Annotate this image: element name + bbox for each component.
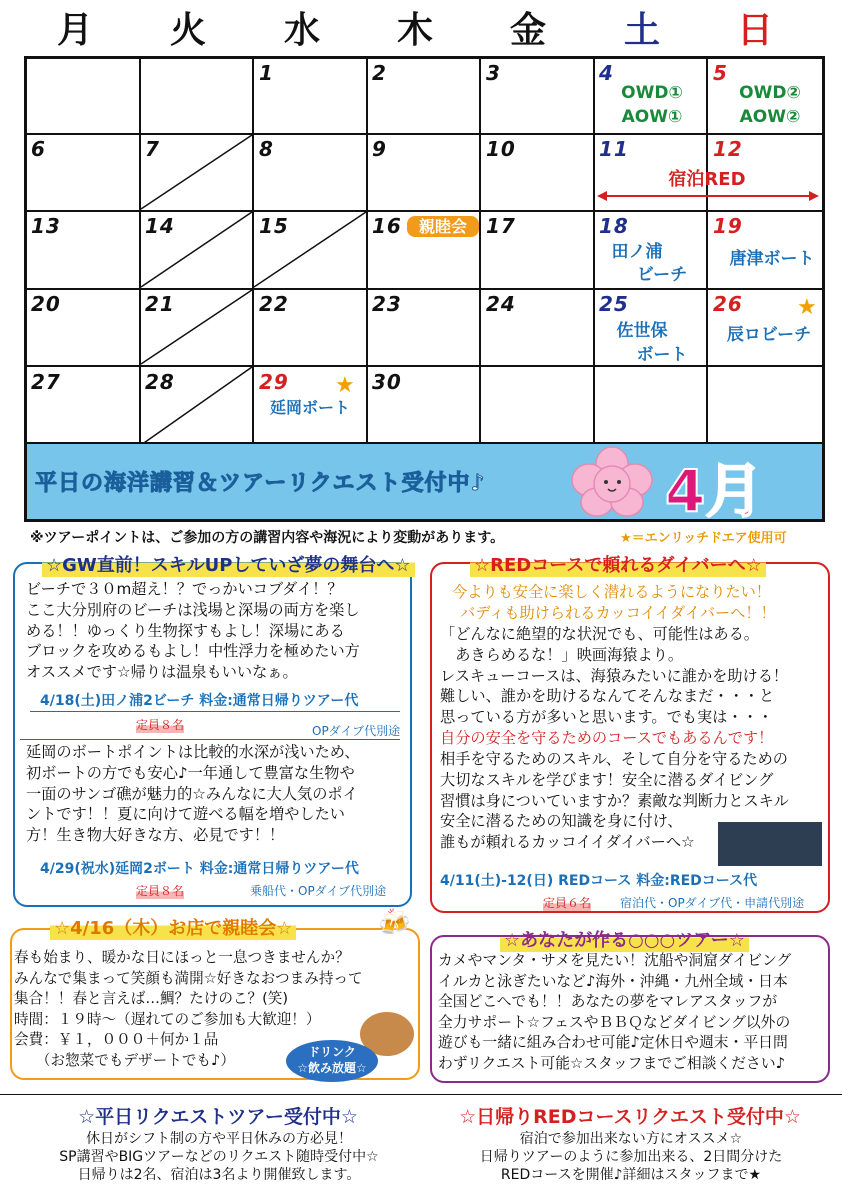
event-owd1: OWD① xyxy=(621,83,683,103)
gw-text-1: ビーチで３０m超え！？でっかいコブダイ！？ ここ大分別府のビーチは浅場と深場の両方を楽し める！！ゆっくり生物探すもよし！深場にある ブロックを攻めるもよし！中性浮力を極めたい方 オススメです☆帰りは温泉もいいなぁ。 xyxy=(26,580,360,682)
date-28: 28 xyxy=(145,370,175,394)
beer-icon: 🍻 xyxy=(378,908,411,938)
date-21: 21 xyxy=(145,292,175,316)
date-11: 11 xyxy=(599,137,629,161)
party-title: ☆4/16（木）お店で親睦会☆ xyxy=(50,914,296,940)
red-text-2: 相手を守るためのスキル、そして自分を守るための 大切なスキルを学びます！安全に潜るダイビング 習慣は身についていますか？素敵な判断力とスキル 安全に潜るための知識を身に付け、 誰もが頼れるカッコイイダイバーへ☆ xyxy=(440,750,789,852)
date-5: 5 xyxy=(713,61,728,85)
banner-text: 平日の海洋講習＆ツアーリクエスト受付中♪ xyxy=(35,471,486,496)
gw-text-2: 延岡のボートポイントは比較的水深が浅いため、 初ボートの方でも安心♪一年通して豊富な生物や 一面のサンゴ礁が魅力的☆みんなに大人気のポイ ントです！！夏に向けて遊べる幅を増やしたい 方！生き物大好きな方、必見です！！ xyxy=(26,743,360,845)
red-capacity: 定員６名 xyxy=(543,896,592,910)
dayreturn-red-title: ☆日帰りREDコースリクエスト受付中☆ xyxy=(459,1106,801,1128)
weekday-request-text: 休日がシフト制の方や平日休みの方必見！ SP講習やBIGツアーなどのリクエスト随時受付中☆ 日帰りは2名、宿泊は3名より開催致します。 xyxy=(59,1131,379,1183)
calendar-grid xyxy=(24,56,825,445)
custom-tour-text: カメやマンタ・サメを見たい！沈船や洞窟ダイビング イルカと泳ぎたいなど♪海外・沖縄・九州全域・日本 全国どこへでも！！あなたの夢をマレアスタッフが 全力サポート☆フェスやＢＢＱなどダイビング以外の 遊びも一緒に組み合わせ可能♪定休日や週末・平日問 わずリクエスト可能☆スタッフまでご相談ください♪ xyxy=(438,952,792,1072)
weekday-request-title: ☆平日リクエストツアー受付中☆ xyxy=(78,1106,358,1128)
date-2: 2 xyxy=(372,61,387,85)
red-highlight: 自分の安全を守るためのコースでもあるんです！ xyxy=(440,729,774,747)
date-24: 24 xyxy=(486,292,516,316)
event-tatsunokuchi: 辰ロビーチ xyxy=(726,325,812,345)
date-14: 14 xyxy=(145,214,175,238)
date-20: 20 xyxy=(31,292,61,316)
event-owd2: OWD② xyxy=(739,83,801,103)
custom-tour-title: ☆あなたが作る○○○ツアー☆ xyxy=(500,926,749,952)
day-sun: 日 xyxy=(736,10,775,51)
date-26: 26 xyxy=(713,292,743,316)
date-29: 29 xyxy=(259,370,289,394)
red-lead-2: バディも助けられるカッコイイダイバーへ！！ xyxy=(460,604,776,622)
date-1: 1 xyxy=(259,61,274,85)
enriched-air-legend: ★＝エンリッチドエア使用可 xyxy=(620,531,787,546)
date-18: 18 xyxy=(599,214,629,238)
sakura-icon xyxy=(567,446,657,518)
date-8: 8 xyxy=(259,137,274,161)
gw-capacity-2: 定員８名 xyxy=(136,884,185,898)
gw-tour-2: 4/29(祝水)延岡2ボート 料金:通常日帰りツアー代 xyxy=(40,861,359,877)
banner xyxy=(24,444,825,525)
day-thu: 木 xyxy=(396,10,435,51)
gw-tour-1: 4/18(土)田ノ浦2ビーチ 料金:通常日帰りツアー代 xyxy=(40,693,359,709)
event-tanoura-2: ビーチ xyxy=(636,265,688,285)
event-sasebo-2: ボート xyxy=(636,345,688,365)
month-label: 4月 xyxy=(665,457,764,525)
gw-capacity-1: 定員８名 xyxy=(136,718,185,732)
red-course-line: 4/11(土)-12(日) REDコース 料金:REDコース代 xyxy=(440,873,758,889)
date-17: 17 xyxy=(486,214,516,238)
badge-line-2: ☆飲み放題☆ xyxy=(297,1061,367,1075)
date-22: 22 xyxy=(259,292,289,316)
badge-line-1: ドリンク xyxy=(308,1045,356,1059)
star-icon: ★ xyxy=(335,373,355,398)
event-tanoura-1: 田ノ浦 xyxy=(611,242,663,262)
date-7: 7 xyxy=(145,137,160,161)
day-fri: 金 xyxy=(509,10,548,51)
event-aow2: AOW② xyxy=(739,107,801,127)
date-25: 25 xyxy=(599,292,629,316)
day-mon: 月 xyxy=(56,10,95,51)
date-10: 10 xyxy=(486,137,516,161)
all-you-can-drink-badge xyxy=(286,1040,378,1082)
gw-option-1: OPダイブ代別途 xyxy=(312,724,401,738)
date-30: 30 xyxy=(372,370,402,394)
event-nobeoka: 延岡ボート xyxy=(269,398,350,417)
red-title: ☆REDコースで頼れるダイバーへ☆ xyxy=(470,551,766,577)
date-3: 3 xyxy=(486,61,501,85)
date-4: 4 xyxy=(599,61,614,85)
diving-photo xyxy=(718,822,822,866)
red-lead-1: 今よりも安全に楽しく潜れるようになりたい！ xyxy=(452,583,771,601)
dayreturn-red-text: 宿泊で参加出来ない方にオススメ☆ 日帰りツアーのように参加出来る、2日間分けた REDコースを開催♪詳細はスタッフまで★ xyxy=(479,1131,783,1183)
red-text-1: 「どんなに絶望的な状況でも、可能性はある。 あきらめるな！」映画海猿より。 レスキューコースは、海猿みたいに誰かを助ける！ 難しい、誰かを助けるなんてそんなまだ・・・と 思っている方が多いと思います。でも実は・・・ xyxy=(440,625,789,727)
event-stay-red: 宿泊RED xyxy=(668,169,746,190)
red-option: 宿泊代・OPダイブ代・申請代別途 xyxy=(620,896,805,910)
date-12: 12 xyxy=(713,137,743,161)
party-text: 春も始まり、暖かな日にほっと一息つきませんか？ みんなで集まって笑顔も満開☆好きなおつまみ持って 集合！！春と言えば…鯛？たけのこ？(笑) 時間：１９時～（遅れてのご参加も大歓迎！） 会費：￥１，０００＋何か１品 （お惣菜でもデザートでも♪） xyxy=(14,949,363,1069)
date-27: 27 xyxy=(31,370,61,394)
date-23: 23 xyxy=(372,292,402,316)
event-aow1: AOW① xyxy=(621,107,683,127)
gw-option-2: 乗船代・OPダイブ代別途 xyxy=(250,884,387,898)
star-icon: ★ xyxy=(797,295,817,320)
day-wed: 水 xyxy=(283,10,322,51)
gw-title: ☆GW直前！スキルUPしていざ夢の舞台へ☆ xyxy=(42,551,415,577)
date-15: 15 xyxy=(259,214,289,238)
date-16: 16 xyxy=(372,214,402,238)
event-party: 親睦会 xyxy=(407,216,479,237)
day-sat: 土 xyxy=(623,10,662,51)
event-sasebo-1: 佐世保 xyxy=(616,321,668,341)
date-19: 19 xyxy=(713,214,743,238)
date-9: 9 xyxy=(372,137,387,161)
event-karatsu: 唐津ボート xyxy=(729,249,815,269)
day-tue: 火 xyxy=(169,10,208,51)
date-6: 6 xyxy=(31,137,46,161)
date-13: 13 xyxy=(31,214,61,238)
notice-text: ※ツアーポイントは、ご参加の方の講習内容や海況により変動があります。 xyxy=(30,530,505,546)
